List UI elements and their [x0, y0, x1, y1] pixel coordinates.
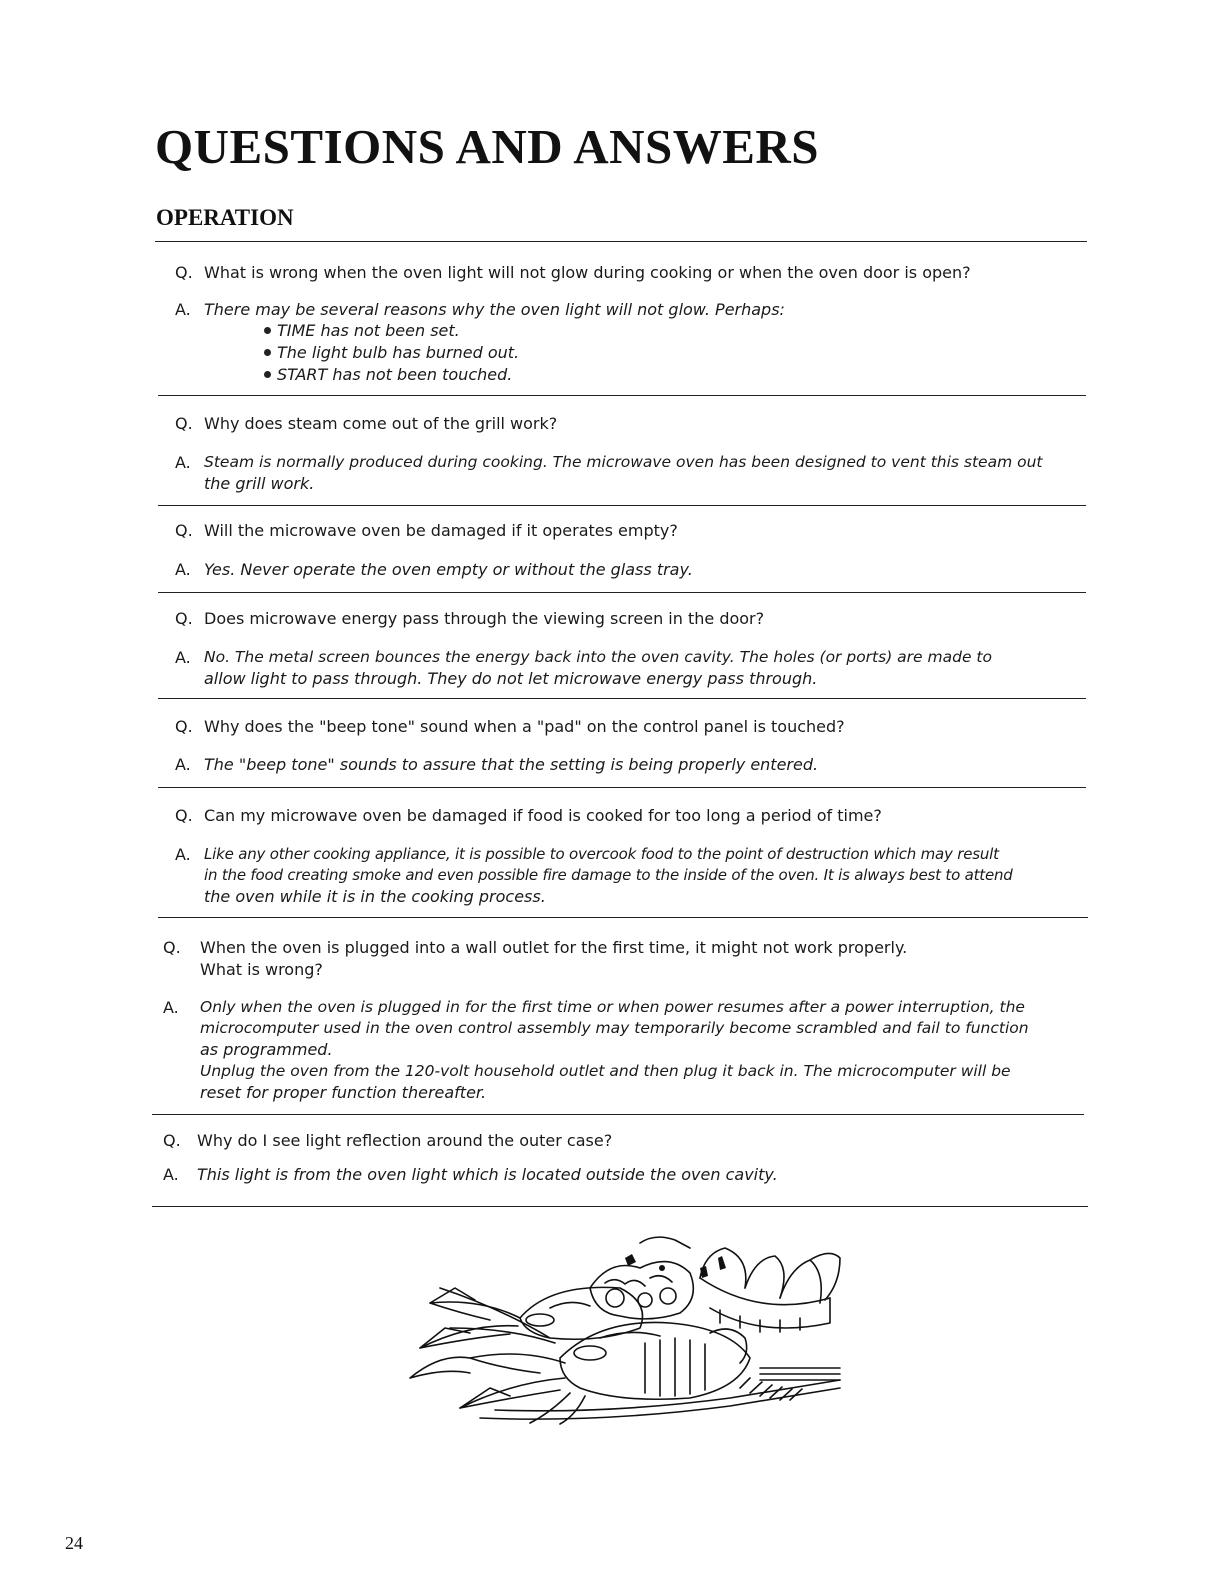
bullet-item: TIME has not been set. [264, 320, 460, 341]
divider [152, 1114, 1084, 1115]
answer-label: A. [163, 998, 179, 1017]
answer-text: allow light to pass through. They do not let microwave energy pass through. [204, 669, 818, 688]
divider [158, 505, 1086, 506]
answer-label: A. [175, 845, 191, 864]
question-text: What is wrong when the oven light will not glow during cooking or when the oven door is open? [204, 263, 971, 282]
divider [158, 917, 1088, 918]
answer-text: The "beep tone" sounds to assure that the setting is being properly entered. [204, 755, 819, 774]
divider [158, 395, 1086, 396]
lobster-platter-illustration [400, 1228, 850, 1428]
bullet-item: START has not been touched. [264, 364, 512, 385]
answer-label: A. [163, 1165, 179, 1184]
answer-text: This light is from the oven light which is located outside the oven cavity. [197, 1165, 778, 1184]
answer-label: A. [175, 648, 191, 667]
answer-text: Unplug the oven from the 120-volt household outlet and then plug it back in. The microcomputer will be [200, 1062, 1011, 1080]
answer-text: No. The metal screen bounces the energy back into the oven cavity. The holes (or ports) are made to [204, 648, 992, 666]
question-label: Q. [175, 263, 193, 282]
answer-label: A. [175, 453, 191, 472]
question-text: Why do I see light reflection around the outer case? [197, 1131, 613, 1150]
question-label: Q. [175, 414, 193, 433]
page-title: QUESTIONS AND ANSWERS [155, 119, 820, 174]
answer-text: Steam is normally produced during cooking. The microwave oven has been designed to vent this steam out [204, 453, 1043, 471]
divider [158, 787, 1086, 788]
answer-text: There may be several reasons why the oven light will not glow. Perhaps: [204, 300, 785, 319]
bullet-icon [264, 349, 271, 356]
answer-label: A. [175, 300, 191, 319]
question-label: Q. [163, 938, 181, 957]
answer-label: A. [175, 755, 191, 774]
question-label: Q. [175, 609, 193, 628]
bullet-icon [264, 371, 271, 378]
answer-text: as programmed. [200, 1040, 333, 1059]
question-text: Why does steam come out of the grill work? [204, 414, 558, 433]
question-label: Q. [175, 717, 193, 736]
question-text: Can my microwave oven be damaged if food is cooked for too long a period of time? [204, 806, 882, 825]
bullet-item: The light bulb has burned out. [264, 342, 519, 363]
answer-text: reset for proper function thereafter. [200, 1083, 487, 1102]
answer-label: A. [175, 560, 191, 579]
answer-text: Only when the oven is plugged in for the first time or when power resumes after a power interruption, the [200, 998, 1025, 1016]
answer-text: Like any other cooking appliance, it is possible to overcook food to the point of destruction which may result [204, 845, 999, 863]
question-text: Why does the "beep tone" sound when a "pad" on the control panel is touched? [204, 717, 845, 736]
question-text: When the oven is plugged into a wall outlet for the first time, it might not work properly. [200, 938, 908, 957]
question-text: Will the microwave oven be damaged if it operates empty? [204, 521, 678, 540]
page-number: 24 [65, 1533, 83, 1553]
question-text: Does microwave energy pass through the viewing screen in the door? [204, 609, 765, 628]
divider [152, 1206, 1088, 1207]
answer-text: the grill work. [204, 474, 315, 493]
bullet-icon [264, 327, 271, 334]
answer-text: in the food creating smoke and even possible fire damage to the inside of the oven. It is always best to attend [204, 866, 1013, 884]
answer-text: Yes. Never operate the oven empty or without the glass tray. [204, 560, 693, 579]
question-label: Q. [175, 806, 193, 825]
answer-text: the oven while it is in the cooking process. [204, 887, 546, 906]
section-heading: OPERATION [156, 205, 294, 230]
divider [155, 241, 1087, 242]
question-label: Q. [175, 521, 193, 540]
divider [158, 592, 1086, 593]
answer-text: microcomputer used in the oven control assembly may temporarily become scrambled and fail to function [200, 1019, 1029, 1037]
question-text: What is wrong? [200, 960, 323, 979]
question-label: Q. [163, 1131, 181, 1150]
divider [158, 698, 1086, 699]
